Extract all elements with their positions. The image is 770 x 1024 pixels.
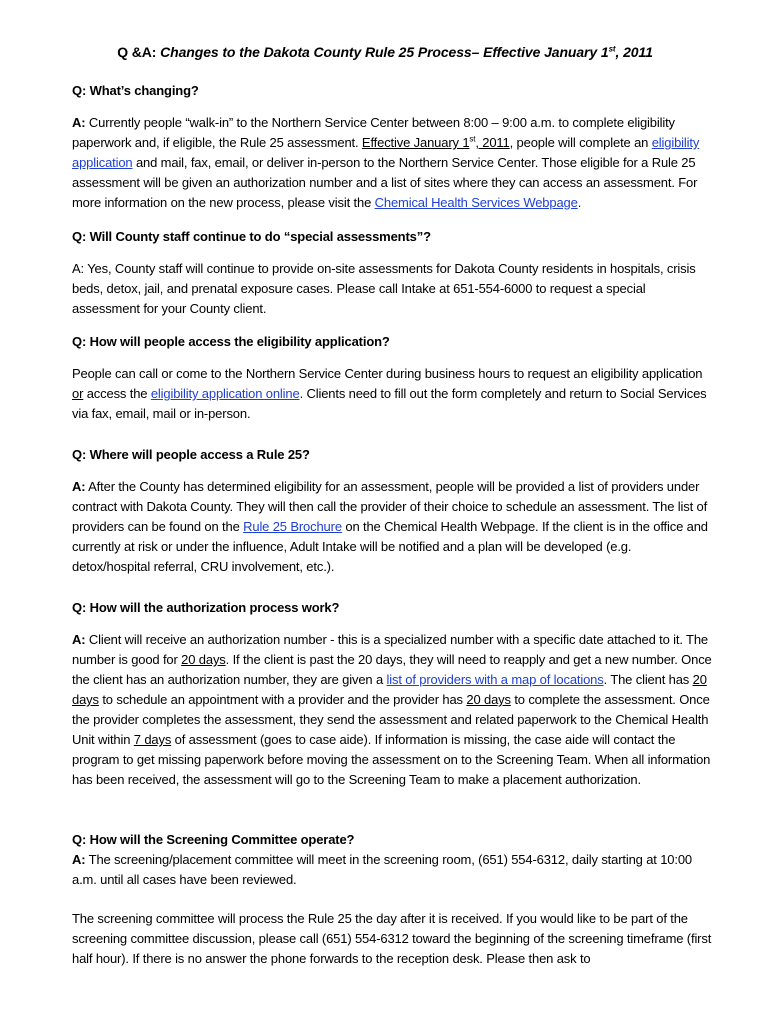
answer-access-application: People can call or come to the Northern Service Center during business hours to request an eligibility application or access the eligibility application online. Clients need to fill out the form completely and return to Social Services via fax, email, mail or in-person. bbox=[72, 366, 707, 421]
providers-map-link[interactable]: list of providers with a map of locations bbox=[386, 672, 604, 687]
answer-authorization-process: A: Client will receive an authorization number - this is a specialized number with a specific date attached to it. The number is good for 20 days. If the client is past the 20 days, they will need to reapply and get a new number. Once the client has an authorization number, they are given a list of providers with a map of locations. The client has 20 days to schedule an appointment with a provider and the provider has 20 days to complete the assessment. Once the provider completes the assessment, they send the assessment and related paperwork to the Chemical Health Unit within 7 days of assessment (goes to case aide). If information is missing, the case aide will contact the program to get missing paperwork before moving the assessment on to the Screening Team. When all information has been received, the assessment will go to the Screening Team to make a placement authorization. bbox=[72, 632, 712, 787]
question-authorization-process: Q: How will the authorization process work? bbox=[72, 600, 340, 615]
question-screening-committee: Q: How will the Screening Committee operate? bbox=[72, 832, 355, 847]
answer-screening-committee: A: The screening/placement committee will meet in the screening room, (651) 554-6312, daily starting at 10:00 a.m. until all cases have been reviewed. bbox=[72, 852, 693, 887]
question-special-assessments: Q: Will County staff continue to do “special assessments”? bbox=[72, 229, 431, 244]
question-whats-changing: Q: What’s changing? bbox=[72, 83, 199, 98]
eligibility-application-link[interactable]: eligibility application bbox=[72, 135, 700, 170]
answer-where-access-rule25: A: After the County has determined eligibility for an assessment, people will be provided a list of providers under contract with Dakota County. They will then call the provider of their choice to schedule an assessment. The list of providers can be found on the Rule 25 Brochure on the Chemical Health Webpage. If the client is in the office and currently at risk or under the influence, Adult Intake will be notified and a plan will be developed (e.g. detox/hospital referral, CRU involvement, etc.). bbox=[72, 479, 708, 574]
question-where-access-rule25: Q: Where will people access a Rule 25? bbox=[72, 447, 310, 462]
screening-committee-paragraph: The screening committee will process the Rule 25 the day after it is received. If you would like to be part of the screening committee discussion, please call (651) 554-6312 toward the beginning of the screening timeframe (first half hour). If there is no answer the phone forwards to the reception desk. Please then ask to bbox=[72, 911, 712, 966]
rule25-brochure-link[interactable]: Rule 25 Brochure bbox=[243, 519, 342, 534]
document-title: Q &A: Changes to the Dakota County Rule 25 Process– Effective January 1st, 2011 bbox=[117, 44, 653, 60]
eligibility-application-online-link[interactable]: eligibility application online bbox=[150, 386, 300, 401]
chemical-health-services-link[interactable]: Chemical Health Services Webpage bbox=[374, 195, 578, 210]
question-access-application: Q: How will people access the eligibility application? bbox=[72, 334, 390, 349]
answer-whats-changing: A: Currently people “walk-in” to the Northern Service Center between 8:00 – 9:00 a.m. to complete eligibility paperwork and, if eligible, the Rule 25 assessment. Effective January 1st, 2011, people will complete an eligibility application and mail, fax, email, or deliver in-person to the Northern Service Center. Those eligible for a Rule 25 assessment will be given an authorization number and a list of sites where they can access an assessment. For more information on the new process, please visit the Chemical Health Services Webpage. bbox=[72, 115, 700, 210]
answer-special-assessments: A: Yes, County staff will continue to provide on-site assessments for Dakota County residents in hospitals, crisis beds, detox, jail, and prenatal exposure cases. Please call Intake at 651-554-6000 to request a special assessment for your County client. bbox=[72, 261, 696, 316]
